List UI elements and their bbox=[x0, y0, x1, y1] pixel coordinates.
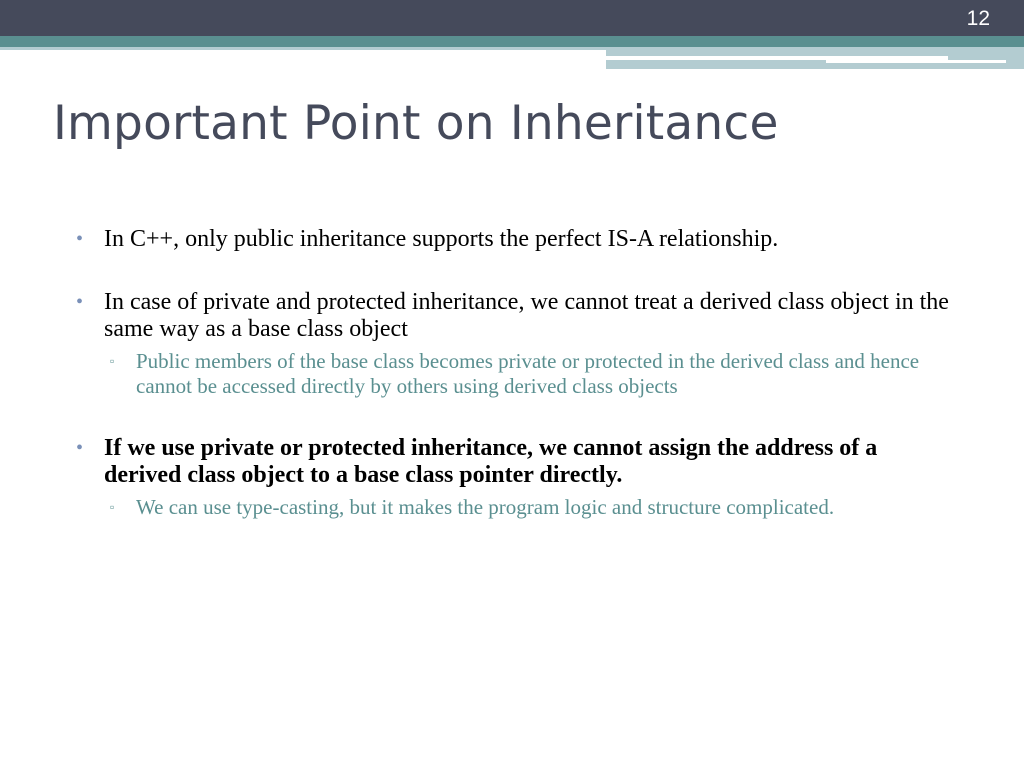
sub-bullet-square-icon: ▫ bbox=[110, 500, 115, 514]
slide-title: Important Point on Inheritance bbox=[53, 96, 779, 151]
bullet-text: If we use private or protected inheritance, we cannot assign the address of a derived class object to a base class pointer directly. bbox=[104, 435, 878, 488]
sub-bullet-item bbox=[76, 349, 956, 399]
bullet-item bbox=[76, 435, 956, 489]
bullet-group-3 bbox=[76, 435, 956, 520]
bullet-dot-icon: • bbox=[76, 437, 84, 459]
bullet-text: In case of private and protected inheritance, we cannot treat a derived class object in the same way as a base class object bbox=[104, 289, 949, 342]
bullet-text: In C++, only public inheritance supports the perfect IS-A relationship. bbox=[104, 226, 779, 252]
slide-number: 12 bbox=[966, 7, 990, 30]
slide-content bbox=[76, 226, 956, 520]
sub-bullet-square-icon: ▫ bbox=[110, 354, 115, 368]
sub-bullet-item bbox=[76, 495, 956, 520]
bullet-item bbox=[76, 289, 956, 343]
bullet-item bbox=[76, 226, 956, 253]
header-band-divider-2 bbox=[826, 60, 1006, 63]
bullet-group-1 bbox=[76, 226, 956, 253]
sub-bullet-text: We can use type-casting, but it makes the program logic and structure complicated. bbox=[136, 495, 835, 519]
bullet-group-2 bbox=[76, 289, 956, 399]
header-band-light bbox=[0, 47, 606, 50]
bullet-dot-icon: • bbox=[76, 291, 84, 313]
bullet-dot-icon: • bbox=[76, 228, 84, 250]
sub-bullet-text: Public members of the base class becomes private or protected in the derived class and hence cannot be accessed directly by others using derived class objects bbox=[136, 349, 920, 398]
header-band-teal bbox=[0, 36, 1024, 47]
header-band-dark bbox=[0, 0, 1024, 36]
